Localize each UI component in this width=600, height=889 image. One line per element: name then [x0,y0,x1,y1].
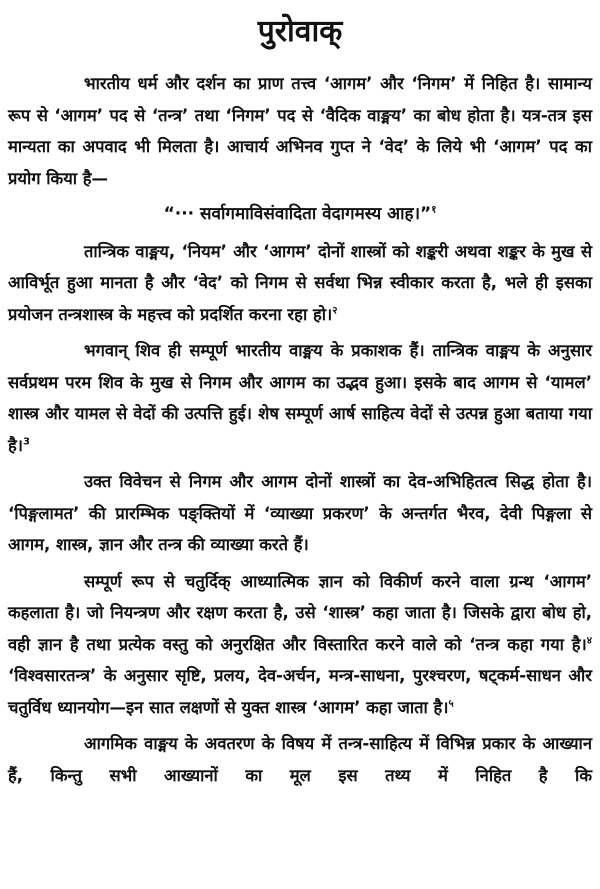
footnote-mark: १ [431,204,437,216]
footnote-mark: ५ [448,698,454,709]
paragraph-6: आगमिक वाङ्मय के अवतरण के विषय में तन्त्र-साहित्य में विभिन्न प्रकार के आख्यान हैं, किन्तु सभी आख्यानों का मूल इस तथ्य में निहित है कि [8,734,592,785]
page-title: पुरोवाक् [257,14,343,49]
footnote-mark: २ [332,305,338,316]
paragraph-2 [8,236,592,331]
paragraph-text: सम्पूर्ण रूप से चतुर्दिक् आध्यात्मिक ज्ञान को विकीर्ण करने वाला ग्रन्थ ‘आगम’ कहलाता है। जो नियन्त्रण और रक्षण करता है, उसे ‘शास्त्र’ कहा जाता है। जिसके द्वारा बोध हो, वही ज्ञान है तथा प्रत्येक वस्तु को अनुरक्षित और विस्तारित करने वाले को ‘तन्त्र कहा गया है। [8,571,592,654]
paragraph-text: भगवान् शिव ही सम्पूर्ण भारतीय वाङ्मय के प्रकाशक हैं। तान्त्रिक वाङ्मय के अनुसार सर्वप्रथम परम शिव के मुख से निगम और आगम का उद्भव हुआ। इसके बाद आगम से ‘यामल’ शास्त्र और यामल से वेदों की उत्पत्ति हुई। शेष सम्पूर्ण आर्ष साहित्य वेदों से उत्पन्न हुआ बताया गया है। [8,341,592,455]
paragraph-text: ‘विश्वसारतन्त्र’ के अनुसार सृष्टि, प्रलय, देव-अर्चन, मन्त्र-साधना, पुरश्चरण, षट्कर्म-साधन और चतुर्विध ध्यानयोग—इन सात लक्षणों से युक्त शास्त्र ‘आगम’ कहा जाता है। [8,666,592,717]
paragraph-3 [8,335,592,461]
paragraph-5 [8,566,592,724]
book-page [8,0,592,796]
paragraph-text: तान्त्रिक वाङ्मय, ‘नियम’ और ‘आगम’ दोनों शास्त्रों को शङ्करी अथवा शङ्कर के मुख से आविर्भूत हुआ मानता है और ‘वेद’ को निगम से सर्वथा भिन्न स्वीकार करता है, भले ही इसका प्रयोजन तन्त्रशास्त्र के महत्त्व को प्रदर्शित करना रहा हो। [8,241,592,324]
paragraph-4: उक्त विवेचन से निगम और आगम दोनों शास्त्रों का देव-अभिहितत्व सिद्ध होता है। ‘पिङ्गलामत’ की प्रारम्भिक पङ्क्तियों में ‘व्याख्या प्रकरण’ के अन्तर्गत भैरव, देवी पिङ्गला से आगम, शास्त्र, ज्ञान और तन्त्र की व्याख्या करते हैं। [8,472,592,554]
footnote-mark: ४ [586,635,592,646]
sanskrit-quote [8,199,592,231]
quote-text: “··· सर्वागमाविसंवादिता वेदागमस्य आह।” [163,204,432,224]
footnote-mark: 3 [23,436,30,447]
paragraph-1: भारतीय धर्म और दर्शन का प्राण तत्त्व ‘आगम’ और ‘निगम’ में निहित है। सामान्य रूप से ‘आगम’ पद से ‘तन्त्र’ तथा ‘निगम’ पद से ‘वैदिक वाङ्मय’ का बोध होता है। यत्र-तत्र इस मान्यता का अपवाद भी मिलता है। आचार्य अभिनव गुप्त ने ‘वेद’ के लिये भी ‘आगम’ पद का प्रयोग किया है— [8,74,592,188]
